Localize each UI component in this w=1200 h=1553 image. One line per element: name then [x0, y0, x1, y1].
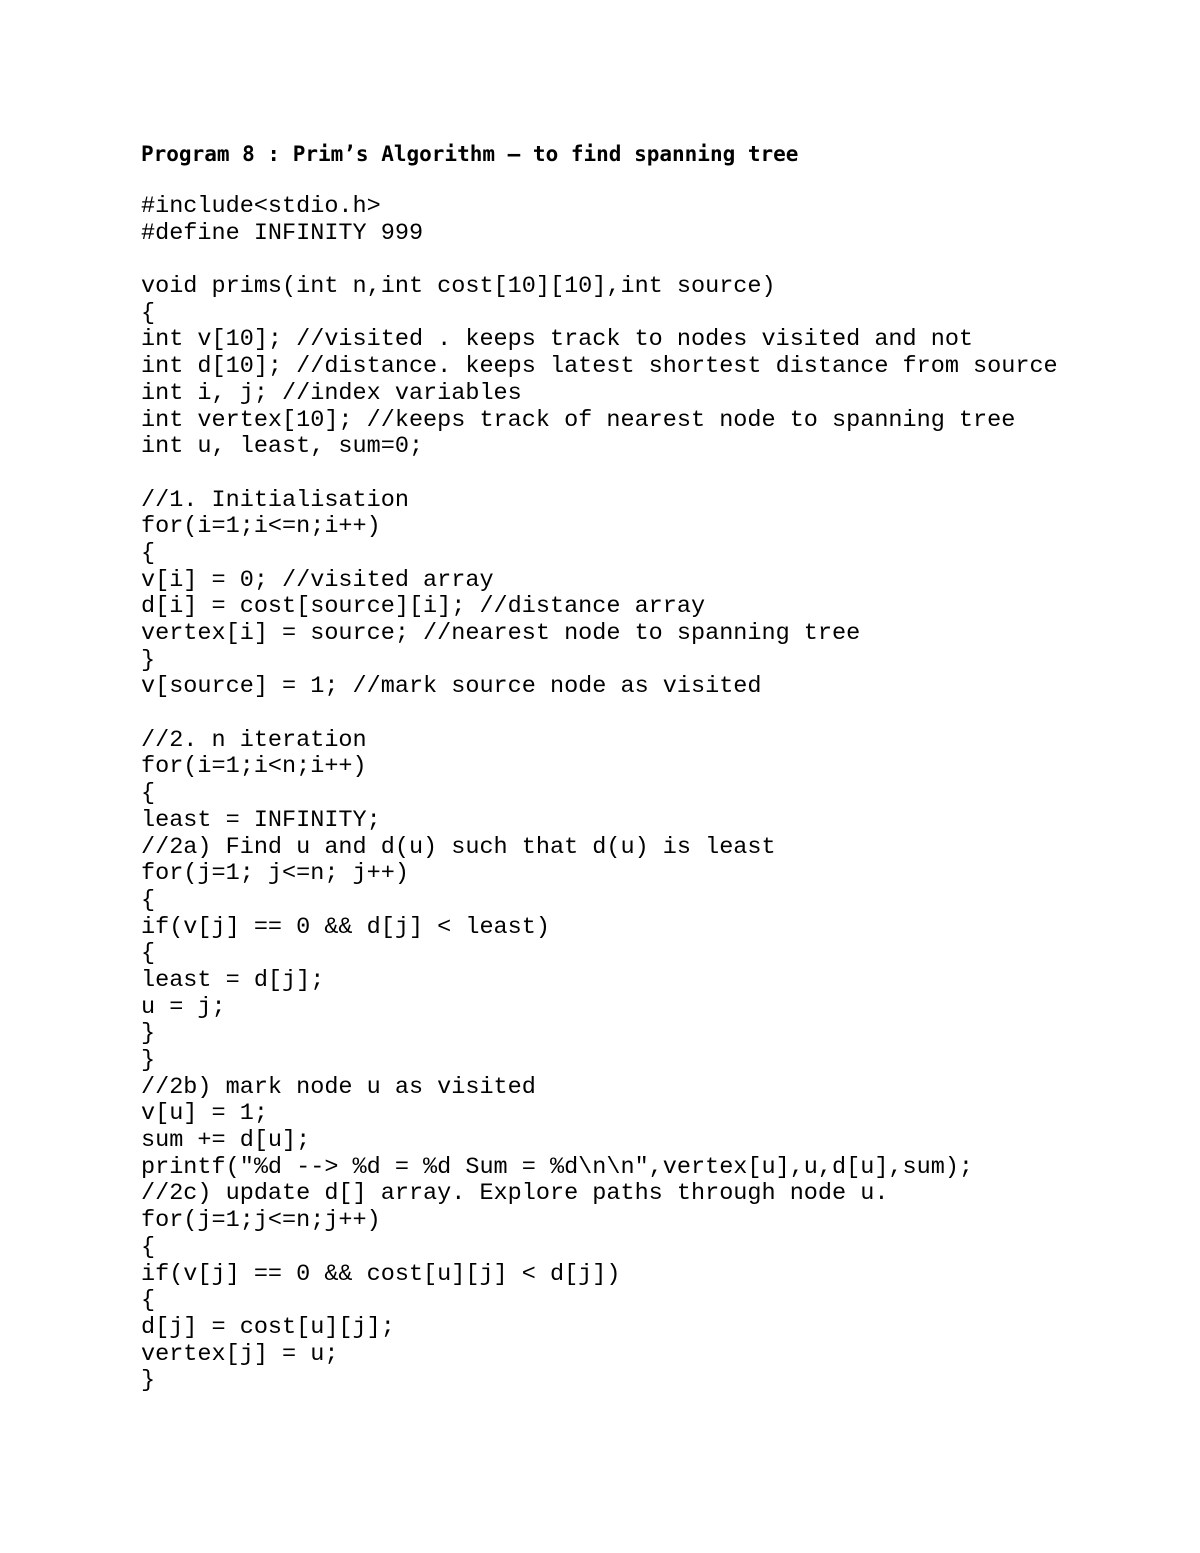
code-line: #define INFINITY 999: [141, 219, 424, 247]
code-line: int d[10]; //distance. keeps latest shortest distance from source: [141, 353, 1058, 381]
code-line: int i, j; //index variables: [141, 379, 522, 407]
code-line: int u, least, sum=0;: [141, 433, 424, 461]
code-line: {: [141, 940, 156, 968]
code-line: [141, 461, 1058, 488]
code-line: int vertex[10]; //keeps track of nearest node to spanning tree: [141, 406, 1016, 434]
code-line: u = j;: [141, 993, 226, 1021]
code-line: for(j=1; j<=n; j++): [141, 860, 409, 888]
code-line: {: [141, 299, 156, 327]
code-line: #include<stdio.h>: [141, 193, 381, 220]
code-line: //2a) Find u and d(u) such that d(u) is least: [141, 833, 776, 861]
code-line: {: [141, 1287, 156, 1315]
code-line: }: [141, 1020, 156, 1048]
code-line: {: [141, 780, 156, 808]
code-line: [141, 247, 1058, 274]
code-line: //2. n iteration: [141, 726, 367, 754]
code-line: printf("%d --> %d = %d Sum = %d\n\n",vertex[u],u,d[u],sum);: [141, 1153, 974, 1181]
code-line: least = d[j];: [141, 966, 325, 994]
code-line: }: [141, 1367, 156, 1395]
code-line: int v[10]; //visited . keeps track to nodes visited and not: [141, 326, 974, 354]
program-title: Program 8 : Prim’s Algorithm – to find spanning tree: [141, 142, 799, 166]
code-line: void prims(int n,int cost[10][10],int source): [141, 273, 776, 301]
code-line: least = INFINITY;: [141, 806, 381, 834]
code-line: {: [141, 539, 156, 567]
code-line: [141, 701, 1058, 728]
code-line: sum += d[u];: [141, 1127, 311, 1155]
code-line: for(j=1;j<=n;j++): [141, 1207, 381, 1235]
code-line: vertex[j] = u;: [141, 1340, 339, 1368]
code-line: v[source] = 1; //mark source node as visited: [141, 673, 762, 701]
code-line: v[u] = 1;: [141, 1100, 268, 1128]
code-line: //1. Initialisation: [141, 486, 409, 514]
code-line: d[i] = cost[source][i]; //distance array: [141, 593, 706, 621]
code-line: if(v[j] == 0 && cost[u][j] < d[j]): [141, 1260, 621, 1288]
code-line: for(i=1;i<n;i++): [141, 753, 367, 781]
code-line: {: [141, 886, 156, 914]
code-line: }: [141, 1047, 156, 1074]
code-line: v[i] = 0; //visited array: [141, 566, 494, 594]
code-line: vertex[i] = source; //nearest node to spanning tree: [141, 620, 861, 647]
code-listing: [141, 194, 1058, 1395]
code-line: if(v[j] == 0 && d[j] < least): [141, 913, 550, 941]
code-line: //2b) mark node u as visited: [141, 1073, 536, 1101]
code-line: //2c) update d[] array. Explore paths through node u.: [141, 1180, 889, 1208]
code-line: {: [141, 1233, 156, 1261]
code-line: d[j] = cost[u][j];: [141, 1313, 395, 1341]
code-line: }: [141, 646, 156, 674]
code-line: for(i=1;i<=n;i++): [141, 513, 381, 541]
